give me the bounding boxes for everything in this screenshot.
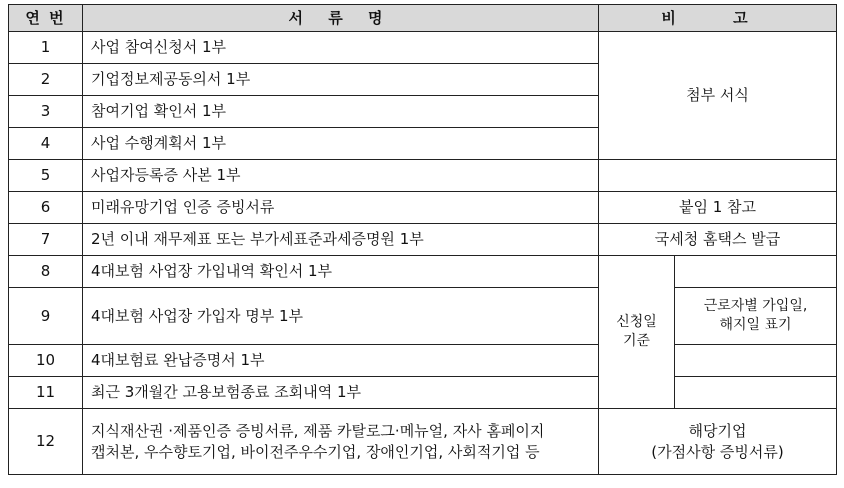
row-document-name: 사업 수행계획서 1부 [83,128,599,160]
row-number: 3 [9,96,83,128]
note-relevant-company: 해당기업 (가점사항 증빙서류) [599,409,837,475]
row-number: 2 [9,64,83,96]
document-list-table [8,4,837,475]
row-document-name: 2년 이내 재무제표 또는 부가세표준과세증명원 1부 [83,224,599,256]
row-document-name: 참여기업 확인서 1부 [83,96,599,128]
row-number: 4 [9,128,83,160]
row-number: 9 [9,288,83,345]
note-attach-form: 첨부 서식 [599,32,837,160]
table-header-row [9,5,837,32]
header-number: 연 번 [9,5,83,32]
note-nts-issue: 국세청 홈택스 발급 [599,224,837,256]
table-row [9,377,837,409]
row-number: 6 [9,192,83,224]
row-number: 12 [9,409,83,475]
note-attach-1: 붙임 1 참고 [599,192,837,224]
table-row [9,288,837,345]
row-number: 1 [9,32,83,64]
note-application-basis: 신청일 기준 [599,256,675,409]
table-row [9,256,837,288]
row-document-name: 4대보험 사업장 가입자 명부 1부 [83,288,599,345]
row-document-name: 사업 참여신청서 1부 [83,32,599,64]
table-row [9,345,837,377]
table-row [9,192,837,224]
header-remarks: 비 고 [599,5,837,32]
note-empty [675,256,837,288]
row-document-name: 4대보험 사업장 가입내역 확인서 1부 [83,256,599,288]
row-document-name: 기업정보제공동의서 1부 [83,64,599,96]
row-document-name: 미래유망기업 인증 증빙서류 [83,192,599,224]
header-document-name: 서 류 명 [83,5,599,32]
row-document-name: 최근 3개월간 고용보험종료 조회내역 1부 [83,377,599,409]
table-row [9,32,837,64]
row-document-name: 지식재산권 ·제품인증 증빙서류, 제품 카탈로그·메뉴얼, 자사 홈페이지 캡처본, 우수향토기업, 바이전주우수기업, 장애인기업, 사회적기업 등 [83,409,599,475]
row-document-name: 4대보험료 완납증명서 1부 [83,345,599,377]
row-document-name: 사업자등록증 사본 1부 [83,160,599,192]
note-empty [675,345,837,377]
row-number: 8 [9,256,83,288]
note-empty [675,377,837,409]
row-number: 7 [9,224,83,256]
table-row [9,160,837,192]
document-table-wrapper [8,4,837,475]
note-empty [599,160,837,192]
table-row [9,409,837,475]
table-row [9,224,837,256]
row-number: 5 [9,160,83,192]
row-number: 11 [9,377,83,409]
row-number: 10 [9,345,83,377]
note-worker-dates: 근로자별 가입일, 해지일 표기 [675,288,837,345]
